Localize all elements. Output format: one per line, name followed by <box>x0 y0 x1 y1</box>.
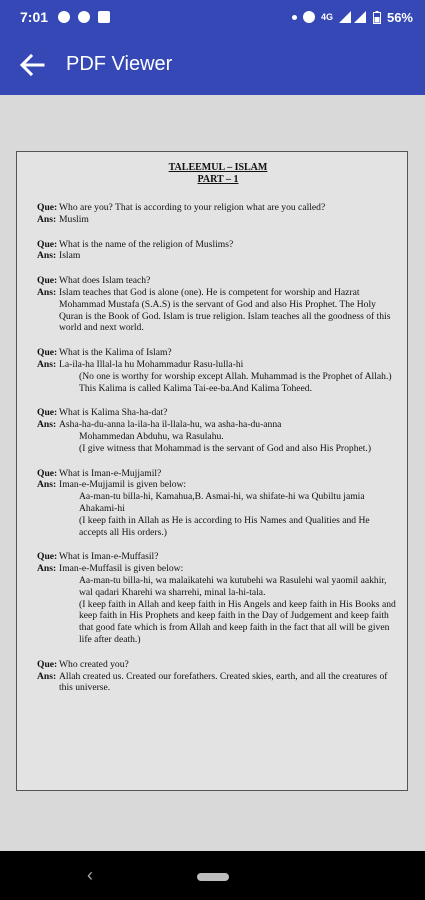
document-subtitle: PART – 1 <box>197 174 239 185</box>
answer-text <box>59 214 399 226</box>
arrow-left-icon <box>19 53 45 77</box>
answer-line: Mohammedan Abduhu, wa Rasulahu. <box>79 430 224 442</box>
question-text: Who created you? <box>59 658 129 670</box>
question-label: Que: <box>37 202 58 213</box>
answer-row <box>37 419 399 454</box>
qa-list <box>37 202 399 694</box>
network-type: 4G <box>320 12 333 22</box>
lock-icon <box>98 11 110 23</box>
answer-label: Ans: <box>37 213 57 225</box>
document-content <box>17 152 407 694</box>
question-label: Que: <box>37 275 58 287</box>
answer-text <box>59 287 399 334</box>
app-bar <box>0 34 425 95</box>
status-left-icons <box>58 11 110 23</box>
answer-text <box>59 359 399 394</box>
chevron-left-icon: ‹ <box>87 865 93 885</box>
qa-block <box>37 347 399 394</box>
answer-label: Ans: <box>37 358 57 370</box>
answer-line: Iman-e-Mujjamil is given below: <box>59 479 187 491</box>
answer-line: (No one is worthy for worship except Allah. Muhammad is the Prophet of Allah.) <box>79 370 392 382</box>
answer-label: Ans: <box>37 419 57 431</box>
signal-icon <box>339 11 367 23</box>
question-row <box>37 407 399 419</box>
question-row <box>37 659 399 671</box>
question-text: Who are you? That is according to your religion what are you called? <box>59 202 326 213</box>
question-text: What is the name of the religion of Muslims? <box>59 238 234 250</box>
answer-line: Iman-e-Muffasil is given below: <box>59 563 184 575</box>
question-text: What does Islam teach? <box>59 275 151 287</box>
qa-block <box>37 275 399 334</box>
answer-row <box>37 214 399 226</box>
question-label: Que: <box>37 551 58 563</box>
navigation-bar <box>0 851 425 900</box>
answer-row <box>37 479 399 538</box>
question-label: Que: <box>37 347 58 359</box>
answer-row <box>37 563 399 646</box>
battery-level: 56% <box>386 9 413 25</box>
answer-line: (I keep faith in Allah and keep faith in His Angels and keep faith in His Books and keep faith in His Prophets and keep faith in the Day of Judgement and keep faith that good fate which is from Allah and keep faith in the fact that all will be given life after death.) <box>79 598 396 645</box>
home-pill-icon[interactable] <box>197 873 229 881</box>
answer-line: Islam teaches that God is alone (one). He is competent for worship and Hazrat Mohammad Mustafa (S.A.S) is the servant of God and also His Prophet. The Holy Quran is the Book of God. Islam is true religion. Islam teaches all the goodness of this world and next world. <box>59 286 391 334</box>
question-text: What is the Kalima of Islam? <box>59 347 172 359</box>
settings-icon <box>78 11 90 23</box>
answer-text <box>59 479 399 538</box>
answer-line: (I keep faith in Allah as He is according to His Names and Qualities and He accepts all His orders.) <box>79 514 370 538</box>
pdf-page[interactable] <box>16 151 408 791</box>
answer-line: This Kalima is called Kalima Tai-ee-ba.And Kalima Toheed. <box>79 382 313 394</box>
battery-icon <box>373 11 381 24</box>
question-row <box>37 551 399 563</box>
answer-label: Ans: <box>37 479 57 491</box>
document-title: TALEEMUL – ISLAM <box>168 162 268 173</box>
back-button[interactable] <box>12 45 52 85</box>
question-label: Que: <box>37 238 58 250</box>
answer-label: Ans: <box>37 250 57 262</box>
question-label: Que: <box>37 658 58 670</box>
status-bar <box>0 0 425 34</box>
question-text: What is Kalima Sha-ha-dat? <box>59 407 168 419</box>
answer-text <box>59 563 399 646</box>
answer-line: Islam <box>59 250 81 262</box>
answer-label: Ans: <box>37 670 57 682</box>
answer-text <box>59 250 399 262</box>
answer-row <box>37 671 399 695</box>
answer-row <box>37 250 399 262</box>
answer-line: Allah created us. Created our forefathers. Created skies, earth, and all the creatures of this universe. <box>59 670 388 694</box>
answer-line: Asha-ha-du-anna la-ila-ha il-llala-hu, wa asha-ha-du-anna <box>59 419 282 431</box>
question-row <box>37 275 399 287</box>
answer-text <box>59 671 399 695</box>
qa-block <box>37 239 399 263</box>
question-text: What is Iman-e-Muffasil? <box>59 551 159 563</box>
answer-line: Muslim <box>59 213 89 225</box>
question-label: Que: <box>37 467 58 479</box>
answer-line: (I give witness that Mohammad is the servant of God and also His Prophet.) <box>79 442 372 454</box>
answer-row <box>37 359 399 394</box>
qa-block <box>37 551 399 645</box>
qa-block <box>37 202 399 226</box>
answer-text <box>59 419 399 454</box>
answer-line: Aa-man-tu billa-hi, Kamahua,B. Asmai-hi, wa shifate-hi wa Qubiltu jamia Ahakami-hi <box>79 491 365 514</box>
qa-block <box>37 468 399 539</box>
question-label: Que: <box>37 407 58 419</box>
qa-block <box>37 659 399 694</box>
qa-block <box>37 407 399 454</box>
status-right-icons <box>292 0 413 34</box>
notification-icon <box>58 11 70 23</box>
question-text: What is Iman-e-Mujjamil? <box>59 467 162 479</box>
status-time: 7:01 <box>20 9 49 25</box>
nav-back-button[interactable] <box>80 865 100 885</box>
answer-line: La-ila-ha Illal-la hu Mohammadur Rasu-lulla-hi <box>59 358 244 370</box>
answer-line: Aa-man-tu billa-hi, wa malaikatehi wa kutubehi wa Rasulehi wal yaomil aakhir, wal qadari Kharehi wa sharrehi, minal la-hi-tala. <box>79 574 387 598</box>
pdf-viewer-area[interactable] <box>0 95 425 851</box>
question-row <box>37 239 399 251</box>
answer-label: Ans: <box>37 286 57 298</box>
app-title: PDF Viewer <box>66 53 173 75</box>
question-row <box>37 347 399 359</box>
question-row <box>37 202 399 214</box>
answer-label: Ans: <box>37 563 57 575</box>
notification-dot-icon <box>292 15 297 20</box>
answer-row <box>37 287 399 334</box>
hotspot-icon <box>303 11 315 23</box>
question-row <box>37 468 399 480</box>
